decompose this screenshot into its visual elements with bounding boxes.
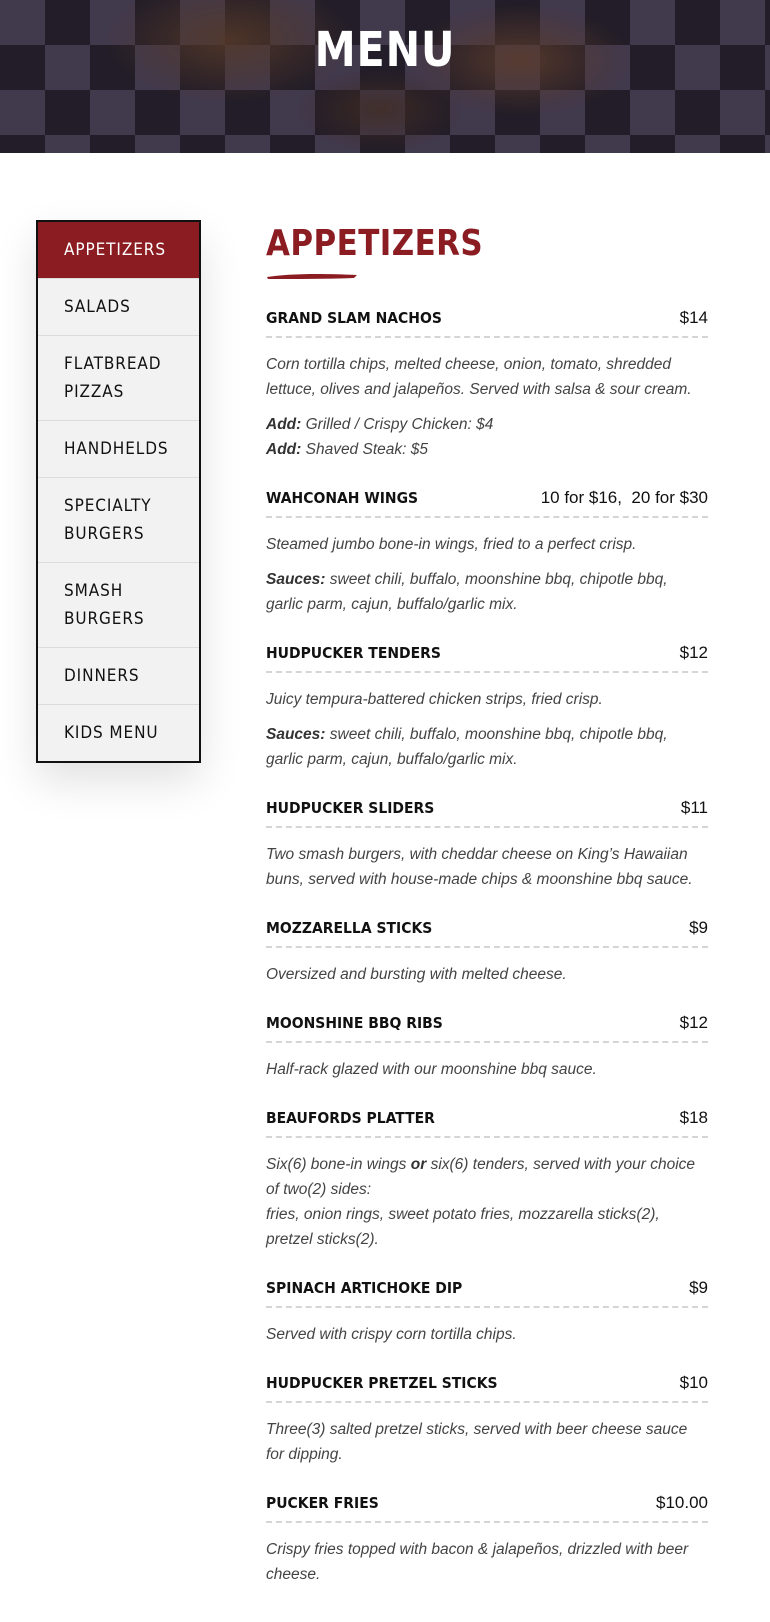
menu-item-description: Two smash burgers, with cheddar cheese on King’s Hawaiian buns, served with house-made chips & moonshine bbq sauce. xyxy=(266,846,693,888)
menu-item-name: MOZZARELLA STICKS xyxy=(266,919,433,937)
menu-item-header xyxy=(266,918,708,948)
sidebar-item-label: KIDS MENU xyxy=(64,723,159,743)
sidebar-item-salads[interactable] xyxy=(38,279,199,336)
menu-item-name: WAHCONAH WINGS xyxy=(266,489,419,507)
menu-item-header xyxy=(266,1108,708,1138)
menu-item-name: BEAUFORDS PLATTER xyxy=(266,1109,435,1127)
menu-item-header xyxy=(266,1013,708,1043)
menu-item-header xyxy=(266,1493,708,1523)
sidebar-item-specialty-burgers[interactable] xyxy=(38,478,199,563)
sidebar-item-dinners[interactable] xyxy=(38,648,199,705)
menu-item-description: Oversized and bursting with melted cheese. xyxy=(266,966,567,983)
menu-item xyxy=(266,1278,708,1347)
sidebar-item-smash-burgers[interactable] xyxy=(38,563,199,648)
menu-item-name: PUCKER FRIES xyxy=(266,1494,379,1512)
menu-item-price: $9 xyxy=(689,918,708,937)
menu-item-header xyxy=(266,308,708,338)
menu-section xyxy=(266,222,708,1613)
menu-item-header xyxy=(266,488,708,518)
menu-item-sauces xyxy=(266,567,708,617)
menu-item xyxy=(266,1493,708,1587)
menu-item xyxy=(266,918,708,987)
menu-item-name: HUDPUCKER SLIDERS xyxy=(266,799,435,817)
menu-item-price: $12 xyxy=(679,1013,708,1032)
sidebar-item-label: SMASH BURGERS xyxy=(64,581,145,629)
menu-item-sauces xyxy=(266,722,708,772)
menu-item-price: $9 xyxy=(689,1278,708,1297)
menu-item-name: MOONSHINE BBQ RIBS xyxy=(266,1014,443,1032)
sauces-text: sweet chili, buffalo, moonshine bbq, chipotle bbq, garlic parm, cajun, buffalo/garlic mix. xyxy=(266,571,668,613)
menu-item-name: HUDPUCKER TENDERS xyxy=(266,644,441,662)
desc-or: or xyxy=(410,1156,427,1173)
menu-item xyxy=(266,1013,708,1082)
menu-item-description: Served with crispy corn tortilla chips. xyxy=(266,1326,517,1343)
menu-item-price: $10.00 xyxy=(656,1493,708,1512)
menu-item-description: Three(3) salted pretzel sticks, served with beer cheese sauce for dipping. xyxy=(266,1421,688,1463)
menu-item-price: $14 xyxy=(679,308,708,327)
addon-label: Add: xyxy=(266,416,302,433)
menu-item xyxy=(266,1108,708,1252)
page-title: MENU xyxy=(314,22,456,78)
sidebar-item-label: SPECIALTY BURGERS xyxy=(64,496,152,544)
sidebar-item-label: APPETIZERS xyxy=(64,240,166,260)
desc-part: fries, onion rings, sweet potato fries, mozzarella sticks(2), pretzel sticks(2). xyxy=(266,1206,660,1248)
menu-item-header xyxy=(266,1373,708,1403)
menu-item-header xyxy=(266,798,708,828)
desc-part: six(6) tenders, served with your choice of two(2) sides: xyxy=(266,1156,696,1198)
addon-text: Shaved Steak: $5 xyxy=(305,441,428,458)
menu-item-description: Juicy tempura-battered chicken strips, fried crisp. xyxy=(266,691,603,708)
sidebar-item-flatbread-pizzas[interactable] xyxy=(38,336,199,421)
menu-item xyxy=(266,308,708,462)
brush-divider-icon xyxy=(266,272,358,280)
menu-item xyxy=(266,798,708,892)
section-title: APPETIZERS xyxy=(266,223,484,264)
menu-item-name: SPINACH ARTICHOKE DIP xyxy=(266,1279,463,1297)
menu-item-description: Corn tortilla chips, melted cheese, onion, tomato, shredded lettuce, olives and jalapeños. Served with salsa & sour cream. xyxy=(266,356,692,398)
menu-item-description: Steamed jumbo bone-in wings, fried to a perfect crisp. xyxy=(266,536,637,553)
addon-text: Grilled / Crispy Chicken: $4 xyxy=(305,416,494,433)
menu-item xyxy=(266,488,708,617)
sauces-label: Sauces: xyxy=(266,571,326,588)
menu-item xyxy=(266,643,708,772)
sauces-text: sweet chili, buffalo, moonshine bbq, chipotle bbq, garlic parm, cajun, buffalo/garlic mix. xyxy=(266,726,668,768)
sauces-label: Sauces: xyxy=(266,726,326,743)
menu-item-description: Crispy fries topped with bacon & jalapeños, drizzled with beer cheese. xyxy=(266,1541,689,1583)
menu-item-price: $10 xyxy=(679,1373,708,1392)
menu-item-description xyxy=(266,1152,708,1252)
menu-item-description: Half-rack glazed with our moonshine bbq sauce. xyxy=(266,1061,597,1078)
sidebar-item-label: SALADS xyxy=(64,297,131,317)
menu-item xyxy=(266,1373,708,1467)
sidebar-item-label: HANDHELDS xyxy=(64,439,169,459)
menu-item-name: GRAND SLAM NACHOS xyxy=(266,309,442,327)
sidebar-item-label: FLATBREAD PIZZAS xyxy=(64,354,162,402)
menu-item-price: 10 for $16, 20 for $30 xyxy=(540,488,708,507)
menu-item-price: $12 xyxy=(679,643,708,662)
sidebar-item-label: DINNERS xyxy=(64,666,140,686)
menu-item-header xyxy=(266,643,708,673)
menu-item-header xyxy=(266,1278,708,1308)
sidebar-item-handhelds[interactable] xyxy=(38,421,199,478)
menu-item-price: $11 xyxy=(680,798,708,817)
menu-item-addons xyxy=(266,412,708,462)
addon-label: Add: xyxy=(266,441,302,458)
hero-banner xyxy=(0,0,770,153)
sidebar-item-kids-menu[interactable] xyxy=(38,705,199,761)
menu-item-price: $18 xyxy=(679,1108,708,1127)
menu-item-name: HUDPUCKER PRETZEL STICKS xyxy=(266,1374,498,1392)
desc-part: Six(6) bone-in wings xyxy=(266,1156,407,1173)
sidebar-item-appetizers[interactable] xyxy=(38,222,199,279)
category-nav xyxy=(36,220,201,763)
